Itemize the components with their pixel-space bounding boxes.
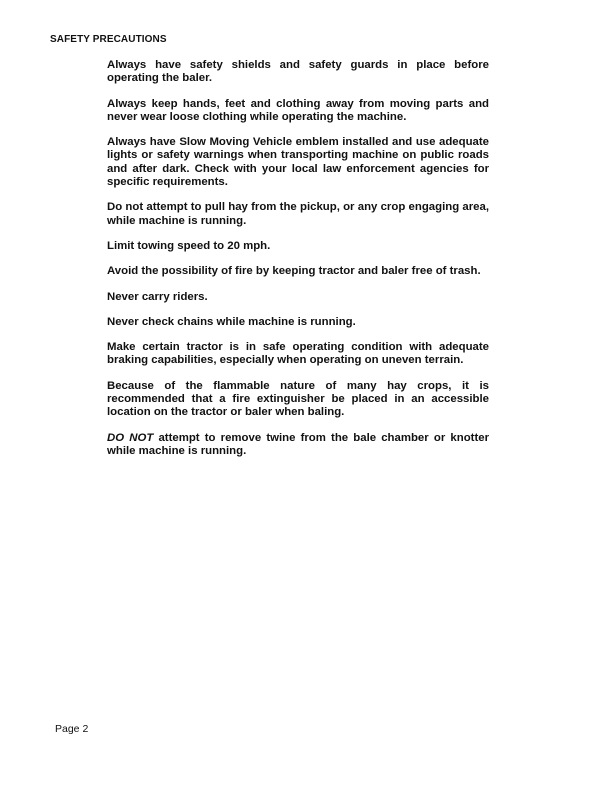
- precaution-twine: [107, 432, 489, 459]
- precaution-chains: Never check chains while machine is running.: [107, 315, 356, 328]
- precaution-safety-shields: Always have safety shields and safety guards in place before operating the baler.: [107, 59, 489, 85]
- precaution-fire-extinguisher: Because of the flammable nature of many hay crops, it is recommended that a fire extinguisher be placed in an accessible location on the tractor or baler when baling.: [107, 379, 489, 419]
- precaution-moving-parts: Always keep hands, feet and clothing away from moving parts and never wear loose clothing while operating the machine.: [107, 97, 489, 123]
- page-number: Page 2: [55, 723, 89, 735]
- precaution-smv-emblem: Always have Slow Moving Vehicle emblem installed and use adequate lights or safety warnings when transporting machine on public roads and after dark. Check with your local law enforcement agencies for specific requirements.: [107, 136, 489, 189]
- page-title: SAFETY PRECAUTIONS: [50, 34, 167, 45]
- precaution-towing-speed: Limit towing speed to 20 mph.: [107, 239, 271, 252]
- precaution-fire-trash: Avoid the possibility of fire by keeping tractor and baler free of trash.: [107, 265, 481, 278]
- precaution-pickup: Do not attempt to pull hay from the pickup, or any crop engaging area, while machine is running.: [107, 201, 489, 227]
- precaution-tractor-condition: Make certain tractor is in safe operating condition with adequate braking capabilities, especially when operating on uneven terrain.: [107, 341, 489, 367]
- twine-warning-text: attempt to remove twine from the bale chamber or knotter while machine is running.: [107, 431, 490, 457]
- precaution-riders: Never carry riders.: [107, 290, 208, 303]
- safety-precautions-list: [107, 59, 489, 470]
- do-not-emphasis: DO NOT: [107, 431, 154, 444]
